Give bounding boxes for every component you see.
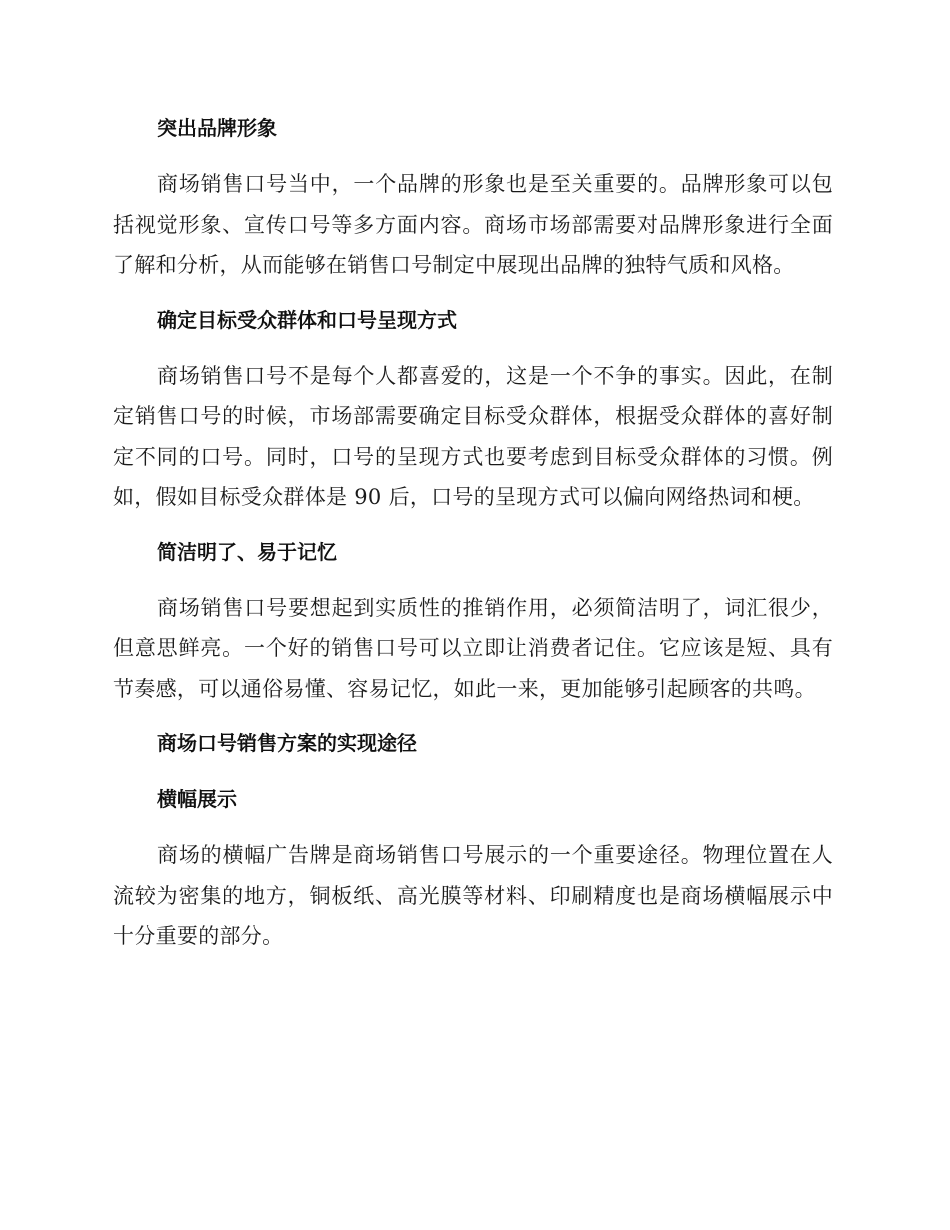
heading-concise: 简洁明了、易于记忆 xyxy=(157,539,337,564)
paragraph-banner: 商场的横幅广告牌是商场销售口号展示的一个重要途径。物理位置在人流较为密集的地方，铜板纸、高光膜等材料、印刷精度也是商场横幅展示中十分重要的部分。 xyxy=(113,843,833,948)
heading-banner: 横幅展示 xyxy=(157,787,237,811)
paragraph-concise: 商场销售口号要想起到实质性的推销作用，必须简洁明了，词汇很少，但意思鲜亮。一个好的销售口号可以立即让消费者记住。它应该是短、具有节奏感，可以通俗易懂、容易记忆，如此一来，更加能够引起顾客的共鸣。 xyxy=(113,595,833,701)
document-page xyxy=(113,108,833,971)
heading-target-audience: 确定目标受众群体和口号呈现方式 xyxy=(157,307,457,332)
paragraph-brand-image: 商场销售口号当中，一个品牌的形象也是至关重要的。品牌形象可以包括视觉形象、宣传口号等多方面内容。商场市场部需要对品牌形象进行全面了解和分析，从而能够在销售口号制定中展现出品牌的独特气质和风格。 xyxy=(113,172,833,277)
heading-brand-image: 突出品牌形象 xyxy=(157,116,277,140)
section-title: 商场口号销售方案的实现途径 xyxy=(157,731,417,755)
paragraph-target-audience: 商场销售口号不是每个人都喜爱的，这是一个不争的事实。因此，在制定销售口号的时候，市场部需要确定目标受众群体，根据受众群体的喜好制定不同的口号。同时，口号的呈现方式也要考虑到目标受众群体的习惯。例如，假如目标受众群体是 90 后，口号的呈现方式可以偏向网络热词和梗。 xyxy=(113,363,833,509)
